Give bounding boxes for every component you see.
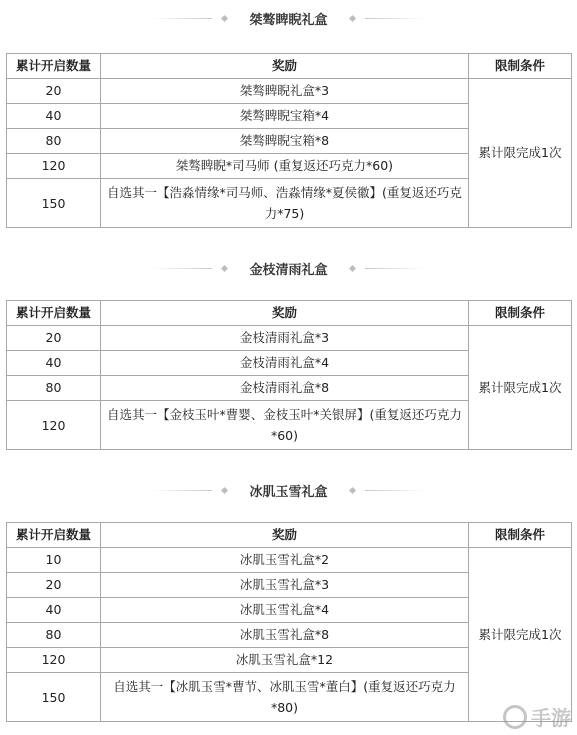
count-cell: 80 — [7, 376, 101, 401]
header-count: 累计开启数量 — [7, 523, 101, 548]
reward-cell: 冰肌玉雪礼盒*2 — [101, 548, 469, 573]
count-cell: 150 — [7, 179, 101, 228]
reward-cell: 桀骜睥睨宝箱*4 — [101, 104, 469, 129]
diamond-icon — [348, 14, 355, 21]
table-row — [7, 326, 572, 351]
table-header-row — [7, 301, 572, 326]
reward-cell: 冰肌玉雪礼盒*3 — [101, 573, 469, 598]
divider — [365, 18, 425, 19]
count-cell: 40 — [7, 351, 101, 376]
count-cell: 80 — [7, 623, 101, 648]
reward-cell: 金枝清雨礼盒*8 — [101, 376, 469, 401]
count-cell: 80 — [7, 129, 101, 154]
diamond-icon — [221, 486, 228, 493]
table-row — [7, 548, 572, 573]
logo-icon — [503, 705, 527, 729]
diamond-icon — [348, 264, 355, 271]
reward-table — [6, 300, 572, 450]
count-cell: 120 — [7, 154, 101, 179]
reward-cell: 自选其一【冰肌玉雪*曹节、冰肌玉雪*董白】(重复返还巧克力*80) — [101, 673, 469, 722]
divider — [152, 18, 212, 19]
diamond-icon — [221, 14, 228, 21]
reward-table — [6, 522, 572, 722]
watermark — [503, 702, 571, 731]
divider — [152, 490, 212, 491]
limit-cell: 累计限完成1次 — [469, 548, 572, 722]
count-cell: 150 — [7, 673, 101, 722]
diamond-icon — [348, 486, 355, 493]
count-cell: 10 — [7, 548, 101, 573]
table-row — [7, 79, 572, 104]
section-title-text: 桀骜睥睨礼盒 — [249, 12, 328, 28]
reward-table — [6, 53, 572, 228]
limit-cell: 累计限完成1次 — [469, 326, 572, 450]
header-reward: 奖励 — [101, 523, 469, 548]
divider — [152, 268, 212, 269]
divider — [365, 490, 425, 491]
count-cell: 20 — [7, 326, 101, 351]
reward-cell: 冰肌玉雪礼盒*4 — [101, 598, 469, 623]
header-reward: 奖励 — [101, 54, 469, 79]
diamond-icon — [221, 264, 228, 271]
reward-cell: 冰肌玉雪礼盒*8 — [101, 623, 469, 648]
section-title — [0, 480, 577, 500]
limit-cell: 累计限完成1次 — [469, 79, 572, 228]
section-title-text: 冰肌玉雪礼盒 — [249, 484, 328, 500]
reward-cell: 自选其一【金枝玉叶*曹婴、金枝玉叶*关银屏】(重复返还巧克力*60) — [101, 401, 469, 450]
header-limit: 限制条件 — [469, 523, 572, 548]
divider — [365, 268, 425, 269]
reward-cell: 桀骜睥睨宝箱*8 — [101, 129, 469, 154]
header-reward: 奖励 — [101, 301, 469, 326]
section-title-text: 金枝清雨礼盒 — [249, 262, 328, 278]
table-header-row — [7, 523, 572, 548]
table-header-row — [7, 54, 572, 79]
count-cell: 40 — [7, 104, 101, 129]
reward-cell: 桀骜睥睨*司马师 (重复返还巧克力*60) — [101, 154, 469, 179]
count-cell: 120 — [7, 401, 101, 450]
count-cell: 120 — [7, 648, 101, 673]
header-count: 累计开启数量 — [7, 54, 101, 79]
reward-cell: 自选其一【浩淼情缘*司马师、浩淼情缘*夏侯徽】(重复返还巧克力*75) — [101, 179, 469, 228]
reward-cell: 金枝清雨礼盒*3 — [101, 326, 469, 351]
reward-cell: 冰肌玉雪礼盒*12 — [101, 648, 469, 673]
header-limit: 限制条件 — [469, 301, 572, 326]
count-cell: 20 — [7, 573, 101, 598]
reward-cell: 桀骜睥睨礼盒*3 — [101, 79, 469, 104]
count-cell: 20 — [7, 79, 101, 104]
section-title — [0, 258, 577, 278]
header-limit: 限制条件 — [469, 54, 572, 79]
header-count: 累计开启数量 — [7, 301, 101, 326]
count-cell: 40 — [7, 598, 101, 623]
section-title — [0, 8, 577, 28]
watermark-text: 手游 — [531, 706, 571, 730]
reward-cell: 金枝清雨礼盒*4 — [101, 351, 469, 376]
